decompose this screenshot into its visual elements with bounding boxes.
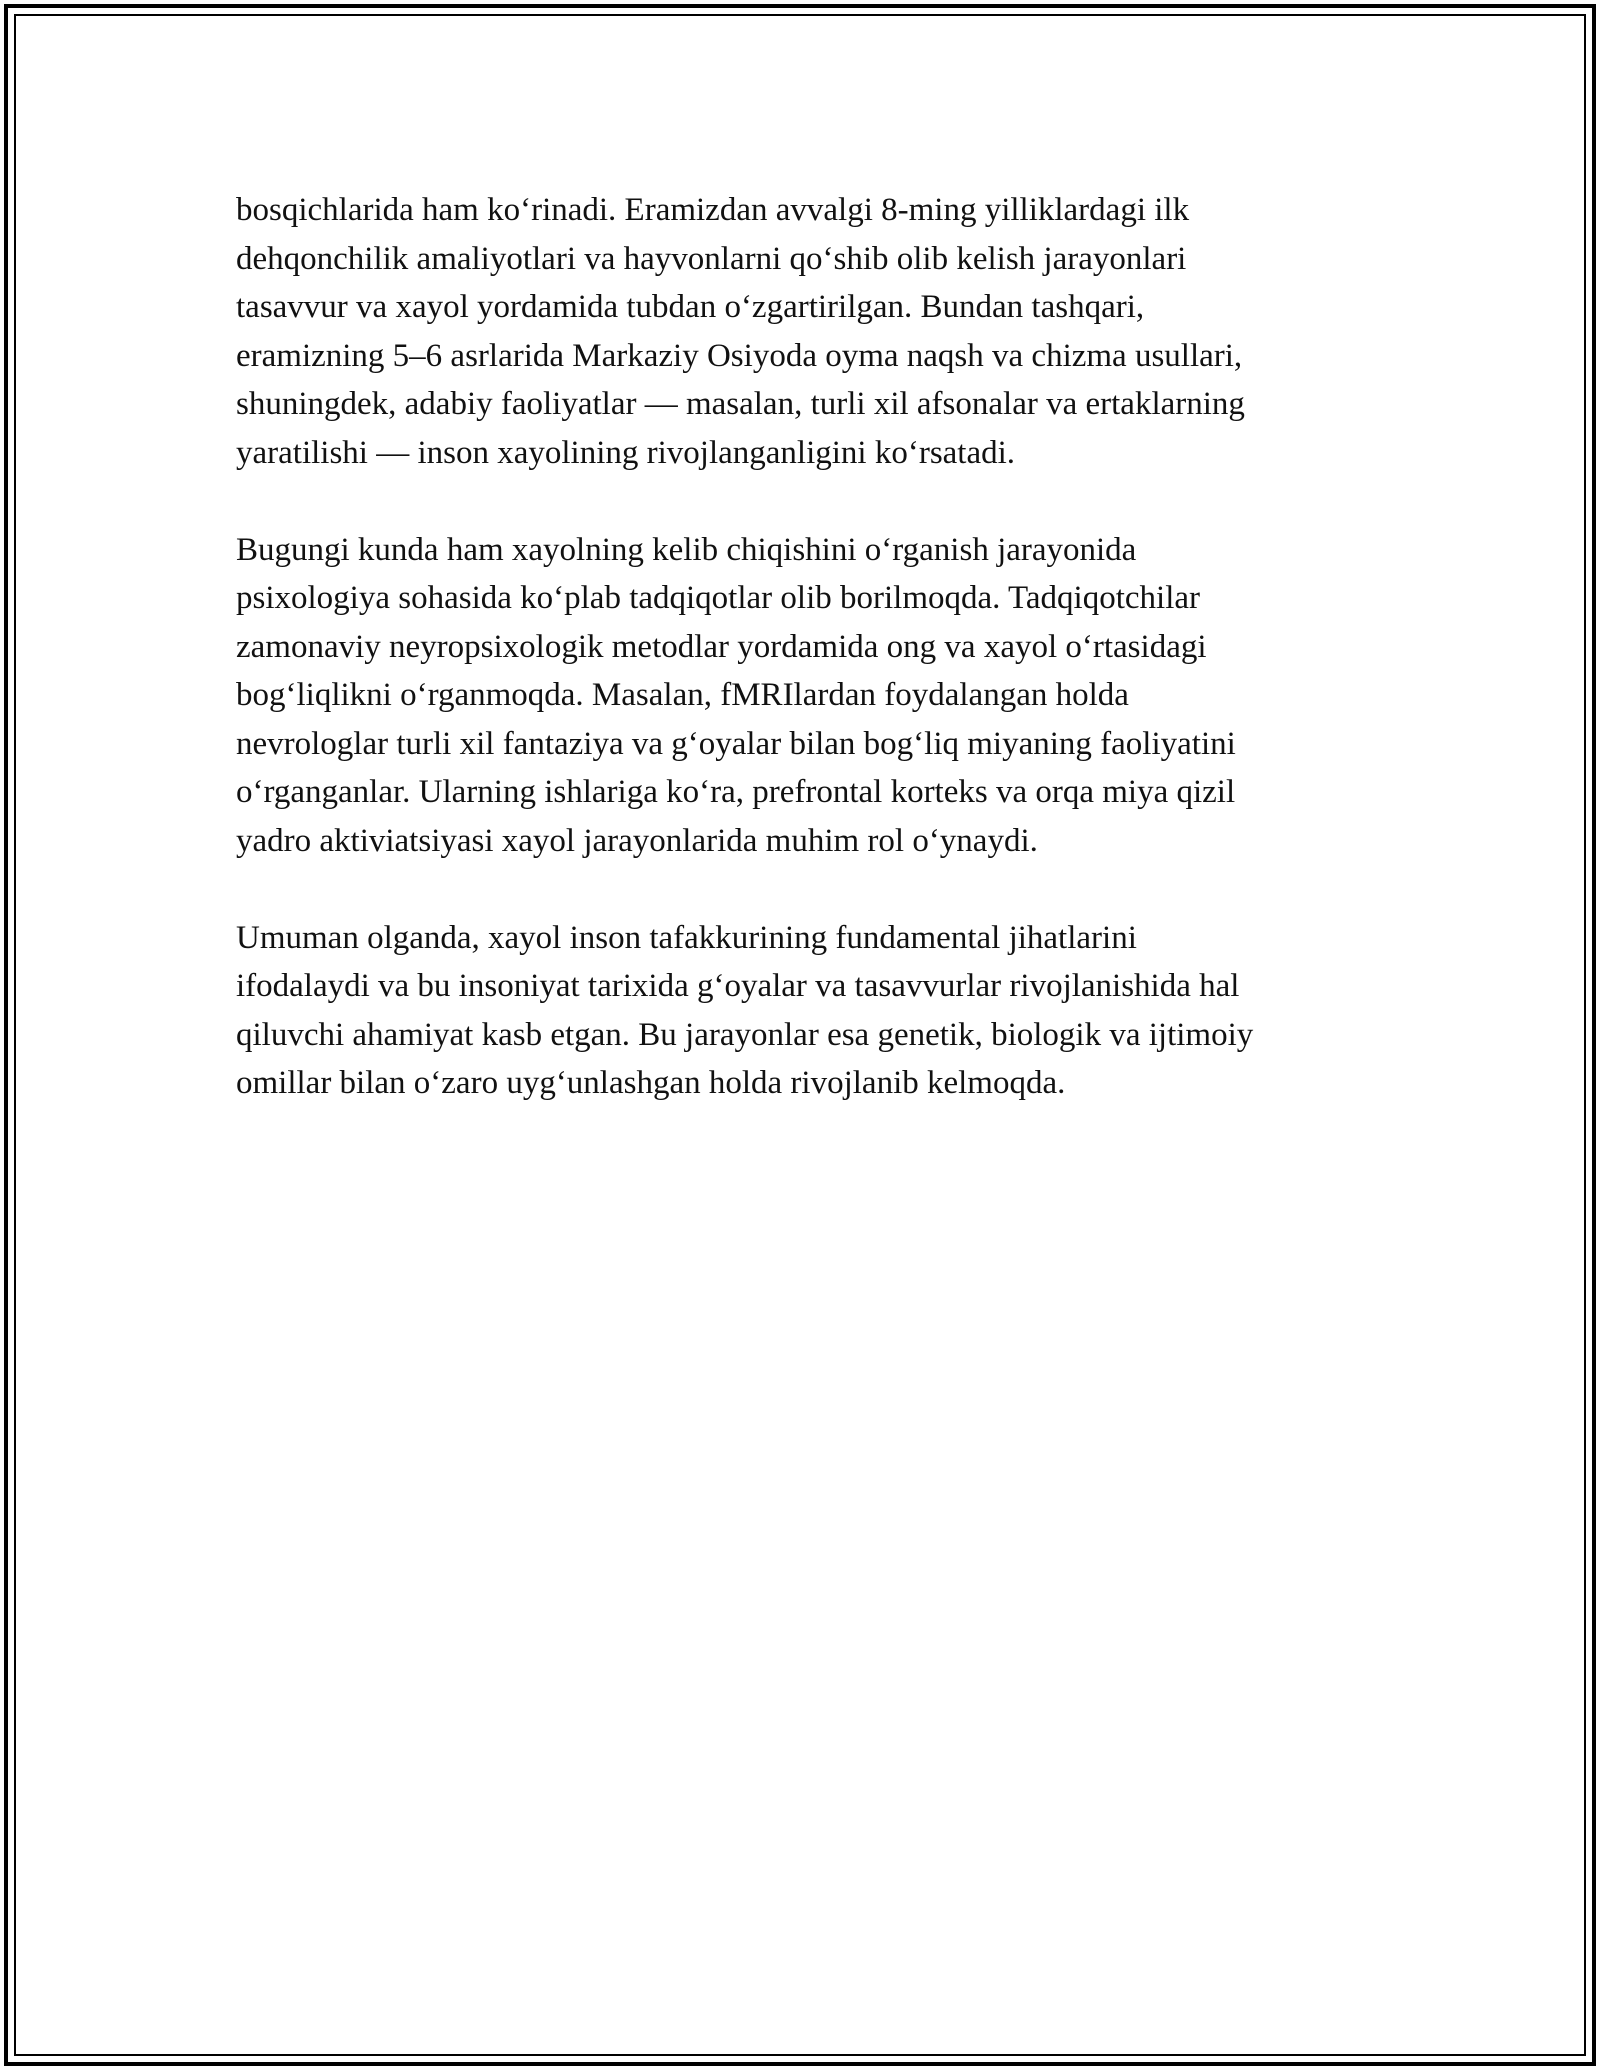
document-body (236, 186, 1386, 1156)
paragraph-1: bosqichlarida ham ko‘rinadi. Eramizdan avvalgi 8-ming yilliklardagi ilk dehqonchilik amaliyotlari va hayvonlarni qo‘shib olib kelish jarayonlari tasavvur va xayol yordamida tubdan o‘zgartirilgan. Bundan tashqari, eramizning 5–6 asrlarida Markaziy Osiyoda oyma naqsh va chizma usullari, shuningdek, adabiy faoliyatlar — masalan, turli xil afsonalar va ertaklarning yaratilishi — inson xayolining rivojlanganligini ko‘rsatadi. (236, 192, 1245, 471)
paragraph-2: Bugungi kunda ham xayolning kelib chiqishini o‘rganish jarayonida psixologiya sohasida ko‘plab tadqiqotlar olib borilmoqda. Tadqiqotchilar zamonaviy neyropsixologik metodlar yordamida ong va xayol o‘rtasidagi bog‘liqlikni o‘rganmoqda. Masalan, fMRIlardan foydalangan holda nevrologlar turli xil fantaziya va g‘oyalar bilan bog‘liq miyaning faoliyatini o‘rganganlar. Ularning ishlariga ko‘ra, prefrontal korteks va orqa miya qizil yadro aktiviatsiyasi xayol jarayonlarida muhim rol o‘ynaydi. (236, 531, 1236, 859)
paragraph-3: Umuman olganda, xayol inson tafakkurining fundamental jihatlarini ifodalaydi va bu insoniyat tarixida g‘oyalar va tasavvurlar rivojlanishida hal qiluvchi ahamiyat kasb etgan. Bu jarayonlar esa genetik, biologik va ijtimoiy omillar bilan o‘zaro uyg‘unlashgan holda rivojlanib kelmoqda. (236, 919, 1254, 1101)
